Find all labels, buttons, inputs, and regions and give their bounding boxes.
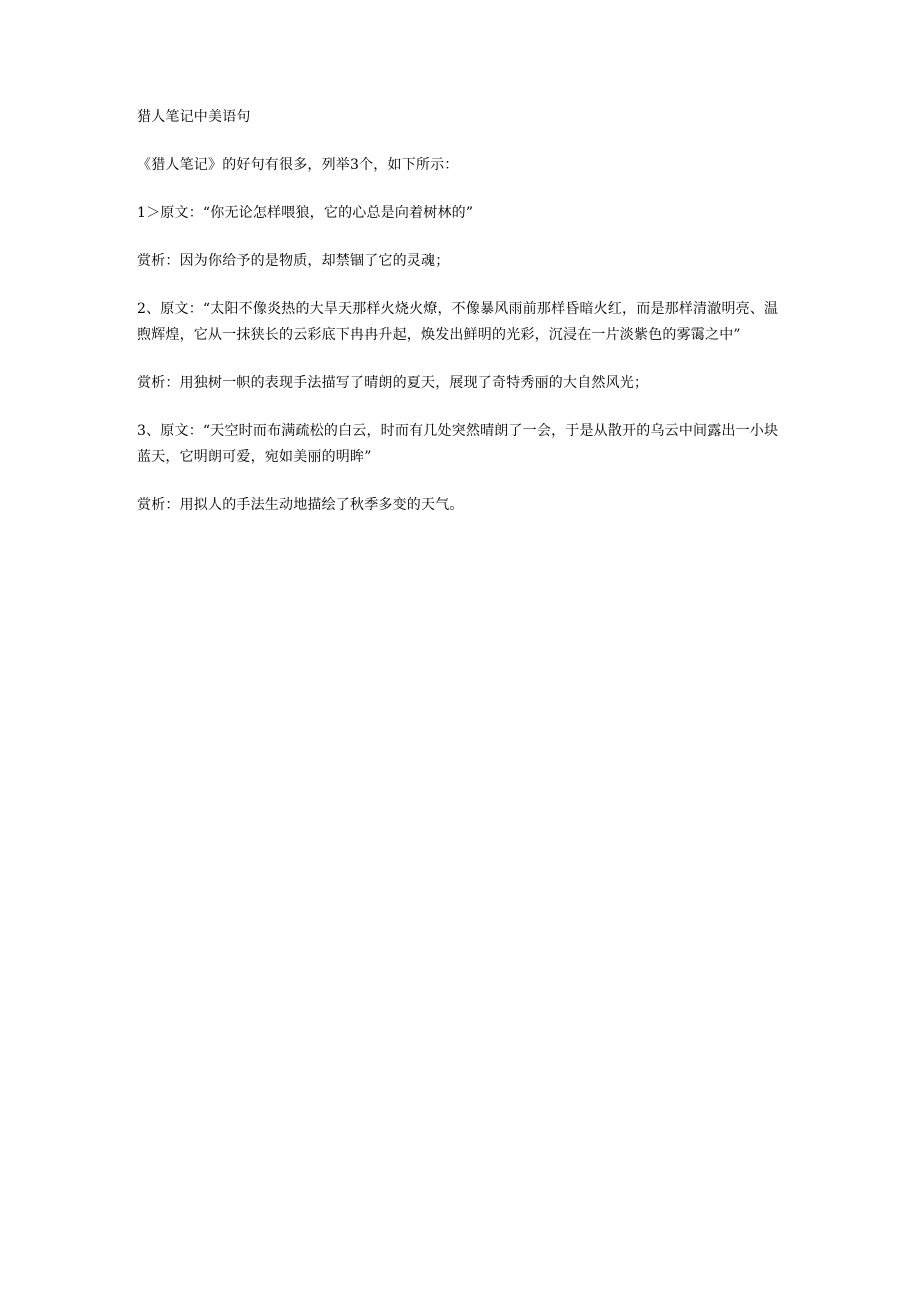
quote-3-original: 3、原文：“天空时而布满疏松的白云，时而有几处突然晴朗了一会，于是从散开的乌云中间露出一小块蓝天，它明朗可爱，宛如美丽的明眸”	[137, 423, 779, 465]
quote-1-original: 1＞原文：“你无论怎样喂狼，它的心总是向着树林的”	[137, 205, 474, 221]
intro-paragraph: 《猎人笔记》的好句有很多，列举3个，如下所示：	[137, 157, 459, 173]
quote-1-analysis: 赏析：因为你给予的是物质，却禁锢了它的灵魂；	[137, 253, 450, 269]
quote-3-analysis: 赏析：用拟人的手法生动地描绘了秋季多变的天气。	[137, 497, 464, 513]
quote-2-original: 2、原文：“太阳不像炎热的大旱天那样火烧火燎，不像暴风雨前那样昏暗火红，而是那样清澈明亮、温煦辉煌，它从一抹狭长的云彩底下冉冉升起，焕发出鲜明的光彩，沉浸在一片淡紫色的雾霭之中”	[137, 301, 779, 343]
quote-2-analysis: 赏析：用独树一帜的表现手法描写了晴朗的夏天，展现了奇特秀丽的大自然风光；	[137, 375, 649, 391]
document-title: 猎人笔记中美语句	[137, 109, 251, 125]
document-page	[137, 104, 787, 518]
